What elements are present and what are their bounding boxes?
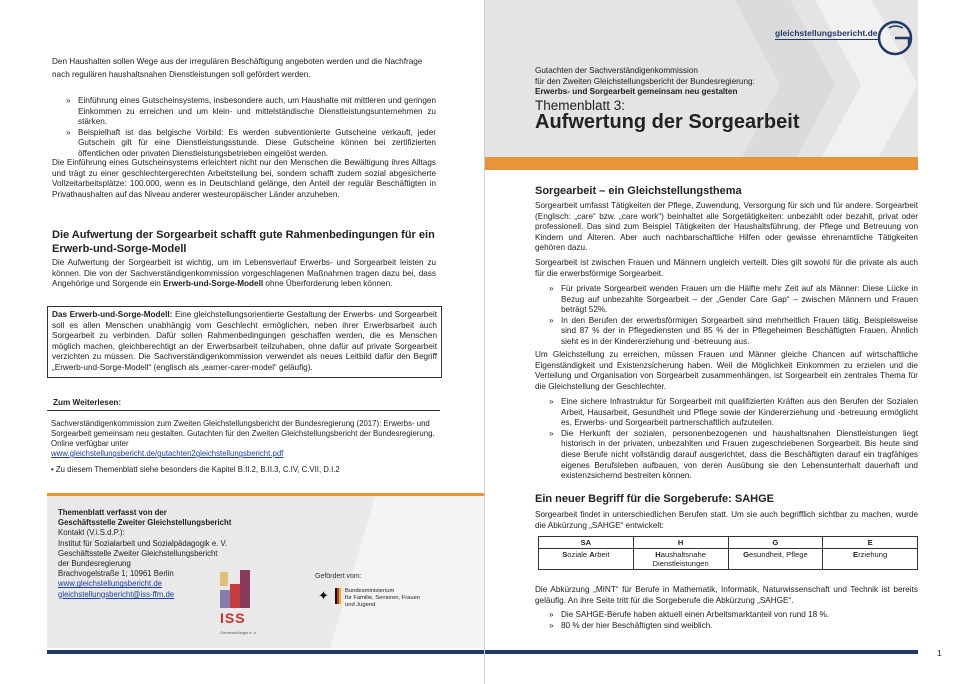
list-item: » Die Herkunft der sozialen, personenbezogenen und haushaltsnahen Dienstleistungen liegt historisch in der privaten, unbezahlten und Frauen zugeschriebenen Sorgearbeit. Bis heute sind diese Berufe nicht vollständig darauf ausgerichtet, dass die Beschäftigten darauf ein tragfähiges eigenes Berufsleben aufbauen, von deren Ausübung sie den Lebensunterhalt dauerhaft und existenzsichernd bestreiten können. xyxy=(549,429,918,482)
cell-initial: A xyxy=(589,550,595,559)
table-header-cell: H xyxy=(633,537,728,549)
table-cell xyxy=(633,549,728,570)
table-header-cell: SA xyxy=(539,537,634,549)
footer-accent-line xyxy=(47,493,484,496)
table-header-cell: E xyxy=(823,537,918,549)
definition-title: Das Erwerb-und-Sorge-Modell: xyxy=(52,310,173,319)
intro-paragraph: Den Haushalten sollen Wege aus der irregulären Beschäftigung angeboten werden und die Nachfrage nach regulären haushaltsnahen Dienstleistungen soll gefördert werden. xyxy=(52,57,423,79)
funded-by-label: Gefördert vom: xyxy=(315,573,362,580)
ministry-line: Bundesministerium xyxy=(345,588,395,594)
erwerb-sorge-bold: Erwerb-und-Sorge-Modell xyxy=(163,279,264,289)
erwerb-sorge-text-a: Die Aufwertung der Sorgearbeit ist wichtig, um im Lebensverlauf Erwerbs- und Sorgearbeit leisten zu können. Die von der Sachverständigenkommission vorgeschlagenen Maßnahmen tragen dazu bei, dass Angehörige und Sorgende ein xyxy=(52,258,436,289)
sahge-facts-bullet-list xyxy=(549,610,918,631)
cell-text: rbeit xyxy=(594,550,610,559)
sahge-table xyxy=(538,536,918,570)
left-bottom-bar xyxy=(47,650,484,654)
list-item: » Die SAHGE-Berufe haben aktuell einen Arbeitsmarktanteil von rund 18 %. xyxy=(549,610,918,621)
sahge-intro: Sorgearbeit findet in unterschiedlichen Berufen statt. Um sie auch begrifflich sichtbar zu machen, wurde die Abkürzung „SAHGE“ entwickelt: xyxy=(535,510,918,530)
chapter-note: • Zu diesem Themenblatt siehe besonders die Kapitel B.II.2, B.II.3, C.IV, C.VII, D.I.2 xyxy=(51,465,340,474)
site-logo xyxy=(775,14,925,66)
equality-paragraph: Um Gleichstellung zu erreichen, müssen Frauen und Männer gleiche Chancen auf wirtschaftliche Eigenständigkeit und Existenzsicherung haben. Weil die Möglichkeit Einkommen zu erzielen und die Verteilung und Organisation von Sorgearbeit zusammenhängen, ist Sorgearbeit ein zentrales Thema für die Gleichstellung der Geschlechter. xyxy=(535,350,918,391)
gutachten-link[interactable]: www.gleichstellungsbericht.de/gutachten2gleichstellungsbericht.pdf xyxy=(51,449,284,458)
right-bottom-bar xyxy=(485,650,918,654)
page-title: Aufwertung der Sorgearbeit xyxy=(535,111,800,133)
table-header-cell: G xyxy=(728,537,823,549)
list-item: » Einführung eines Gutscheinsystems, insbesondere auch, um Haushalte mit mittleren und geringen Einkommen zu erreichen und um klein- und mittelständische Dienstleistungsunternehmen zu stärken. xyxy=(66,96,436,128)
mint-paragraph: Die Abkürzung „MINT“ für Berufe in Mathematik, Informatik, Naturwissenschaft und Technik ist bereits geläufig. An ihre Seite tritt für die Sorgeberufe die Abkürzung „SAHGE“. xyxy=(535,585,918,605)
list-item: » Beispielhaft ist das belgische Vorbild: Es werden subventionierte Gutscheine verkauft, jeder Gutschein gilt für eine Dienstleistungsstunde. Diese Gutscheine können bei zertifizierten öffentlichen oder privaten Dienstleistungsbetrieben eingelöst werden. xyxy=(66,128,436,160)
erwerb-sorge-text-b: ohne Überforderung leben können. xyxy=(263,279,393,289)
cell-text: esundheit, Pflege xyxy=(748,550,808,559)
commission-header xyxy=(535,66,835,98)
g-logo-icon xyxy=(875,16,919,60)
definition-text xyxy=(52,310,437,374)
header-line: für den Zweiten Gleichstellungsbericht der Bundesregierung: xyxy=(535,76,755,86)
section-heading-sahge: Ein neuer Begriff für die Sorgeberufe: SAHGE xyxy=(535,493,774,505)
list-item: » Für private Sorgearbeit wenden Frauen um die Hälfte mehr Zeit auf als Männer: Diese Lücke in Bezug auf unbezahlte Sorgearbeit – der „Gender Care Gap“ – zwischen Männern und Frauen beträgt 52%. xyxy=(549,284,918,316)
cell-text: rziehung xyxy=(858,550,888,559)
gender-gap-bullet-list xyxy=(549,284,918,348)
unequal-distribution: Sorgearbeit ist zwischen Frauen und Männern ungleich verteilt. Dies gilt sowohl für die private als auch für die erwerbsförmige Sorgearbeit. xyxy=(535,258,918,278)
further-reading-text: Sachverständigenkommission zum Zweiten Gleichstellungsbericht der Bundesregierung (2017): Erwerbs- und Sorgearbeit gemeinsam neu gestalten. Gutachten für den Zweiten Gleichstellungsbericht der Bundesregierung. Online verfügbar unter xyxy=(51,419,435,448)
footer-contact-line: Brachvogelstraße 1; 10961 Berlin xyxy=(58,569,174,579)
table-cell xyxy=(823,549,918,570)
ministry-line: und Jugend xyxy=(345,602,376,608)
eagle-icon: ✦ xyxy=(318,588,329,603)
iss-logo-subtext: Gemeinnütziger e. V. xyxy=(220,630,258,635)
email-link[interactable]: gleichstellungsbericht@iss-ffm.de xyxy=(58,589,175,599)
table-cell xyxy=(539,549,634,570)
footer-contact-line: Institut für Sozialarbeit und Sozialpädagogik e. V. xyxy=(58,538,228,548)
cell-initial: E xyxy=(853,550,859,559)
definition-box xyxy=(47,306,442,378)
erwerb-sorge-paragraph xyxy=(52,258,436,290)
sorgearbeit-definition: Sorgearbeit umfasst Tätigkeiten der Pflege, Zuwendung, Versorgung für sich und für andere. Sorgearbeit (Englisch: „care“ bzw. „care work“) beinhaltet alle Sorgetätigkeiten: unbezahlt oder bezahlt, privat oder professionell. Das sind zum Beispiel Tätigkeiten der Haushaltsführung, der Pflege und Betreuung von Kindern und Älteren. Aber auch nachbarschaftliche Hilfen oder gewisse ehrenamtliche Tätigkeiten gehören dazu. xyxy=(535,201,918,253)
cell-text: oziale xyxy=(567,550,590,559)
section-heading-gleichstellung: Sorgearbeit – ein Gleichstellungsthema xyxy=(535,185,742,197)
themenblatt-label: Themenblatt 3: xyxy=(535,98,626,113)
cell-initial: S xyxy=(562,550,568,559)
section-heading-erwerb-sorge: Die Aufwertung der Sorgearbeit schafft gute Rahmenbedingungen für ein Erwerb-und-Sorge-Modell xyxy=(52,229,435,255)
right-page xyxy=(485,0,968,684)
footer-title-line1: Themenblatt verfasst von der xyxy=(58,508,167,517)
table-row xyxy=(539,549,918,570)
further-reading-section xyxy=(47,398,440,476)
page-number: 1 xyxy=(937,648,942,658)
footer-title-line2: Geschäftsstelle Zweiter Gleichstellungsbericht xyxy=(58,518,232,528)
ministry-logo xyxy=(318,588,438,628)
cell-initial: G xyxy=(743,550,749,559)
footer-contact-line: Kontakt (V.i.S.d.P.): xyxy=(58,528,125,538)
table-cell xyxy=(728,549,823,570)
site-logo-text: gleichstellungsbericht.de xyxy=(775,28,878,38)
iss-logo xyxy=(220,570,264,640)
cell-initial: H xyxy=(655,550,661,559)
voucher-effects-paragraph: Die Einführung eines Gutscheinsystems erleichtert nicht nur den Menschen die Bewältigung ihres Alltags und trägt zu einer geschlechtergerechten Arbeitsteilung bei, sondern schafft zudem sozial abgesicherte Vollzeitarbeitsplätze: 100.000, wenn es in Deutschland gelänge, den Anteil der regulär Beschäftigten in Privathaushalten auf das Niveau anderer westeuropäischer Länder anzuheben. xyxy=(52,158,436,199)
further-reading-title: Zum Weiterlesen: xyxy=(47,398,440,411)
footer-contact-line: Geschäftsstelle Zweiter Gleichstellungsbericht xyxy=(58,548,218,558)
infrastructure-bullet-list xyxy=(549,397,918,482)
ministry-line: für Familie, Senioren, Frauen xyxy=(345,595,421,601)
list-item: » In den Berufen der erwerbsförmigen Sorgearbeit sind mehrheitlich Frauen tätig. Beispielsweise sind 87 % der in Pflegediensten und 85 % der in Pflegeheimen Beschäftigten Frauen. Ähnlich sieht es in der Kindererziehung und -betreuung aus. xyxy=(549,316,918,348)
header-orange-block xyxy=(485,157,918,170)
header-line: Gutachten der Sachverständigenkommission xyxy=(535,66,698,75)
iss-logo-text: ISS xyxy=(220,610,246,626)
cell-text: aushaltsnahe Dienstleistungen xyxy=(652,550,709,568)
footer-contact-line: der Bundesregierung xyxy=(58,559,131,569)
website-link[interactable]: www.gleichstellungsbericht.de xyxy=(58,579,163,589)
header-bold-line: Erwerbs- und Sorgearbeit gemeinsam neu gestalten xyxy=(535,87,738,96)
definition-body: Eine gleichstellungsorientierte Gestaltung der Erwerbs- und Sorgearbeit soll es allen Menschen unabhängig vom Geschlecht ermöglichen, neben ihrer Erwerbsarbeit auch Sorgearbeit zu verbinden. Dafür sollen Rahmenbedingungen geschaffen werden, die es Menschen möglich machen, gleichberechtigt an der Erwerbsarbeit teilzuhaben, ohne dafür auf private Sorgearbeit verzichten zu müssen. Die Sachverständigenkommission verwendet als neues Leitbild dafür den Begriff „Erwerb-und-Sorge-Modell“ (englisch als „earner-carer-model“ geläufig). xyxy=(52,310,438,372)
table-row xyxy=(539,537,918,549)
voucher-bullet-list xyxy=(66,96,436,160)
list-item: » Eine sichere Infrastruktur für Sorgearbeit mit qualifizierten Kräften aus den Berufen der Sozialen Arbeit, Hausarbeit, Gesundheit und Pflege sowie der Kindererziehung und -betreuung ermöglicht es, Erwerbs- und Sorgearbeit partnerschaftlich aufzuteilen. xyxy=(549,397,918,429)
list-item: » 80 % der hier Beschäftigten sind weiblich. xyxy=(549,621,918,632)
